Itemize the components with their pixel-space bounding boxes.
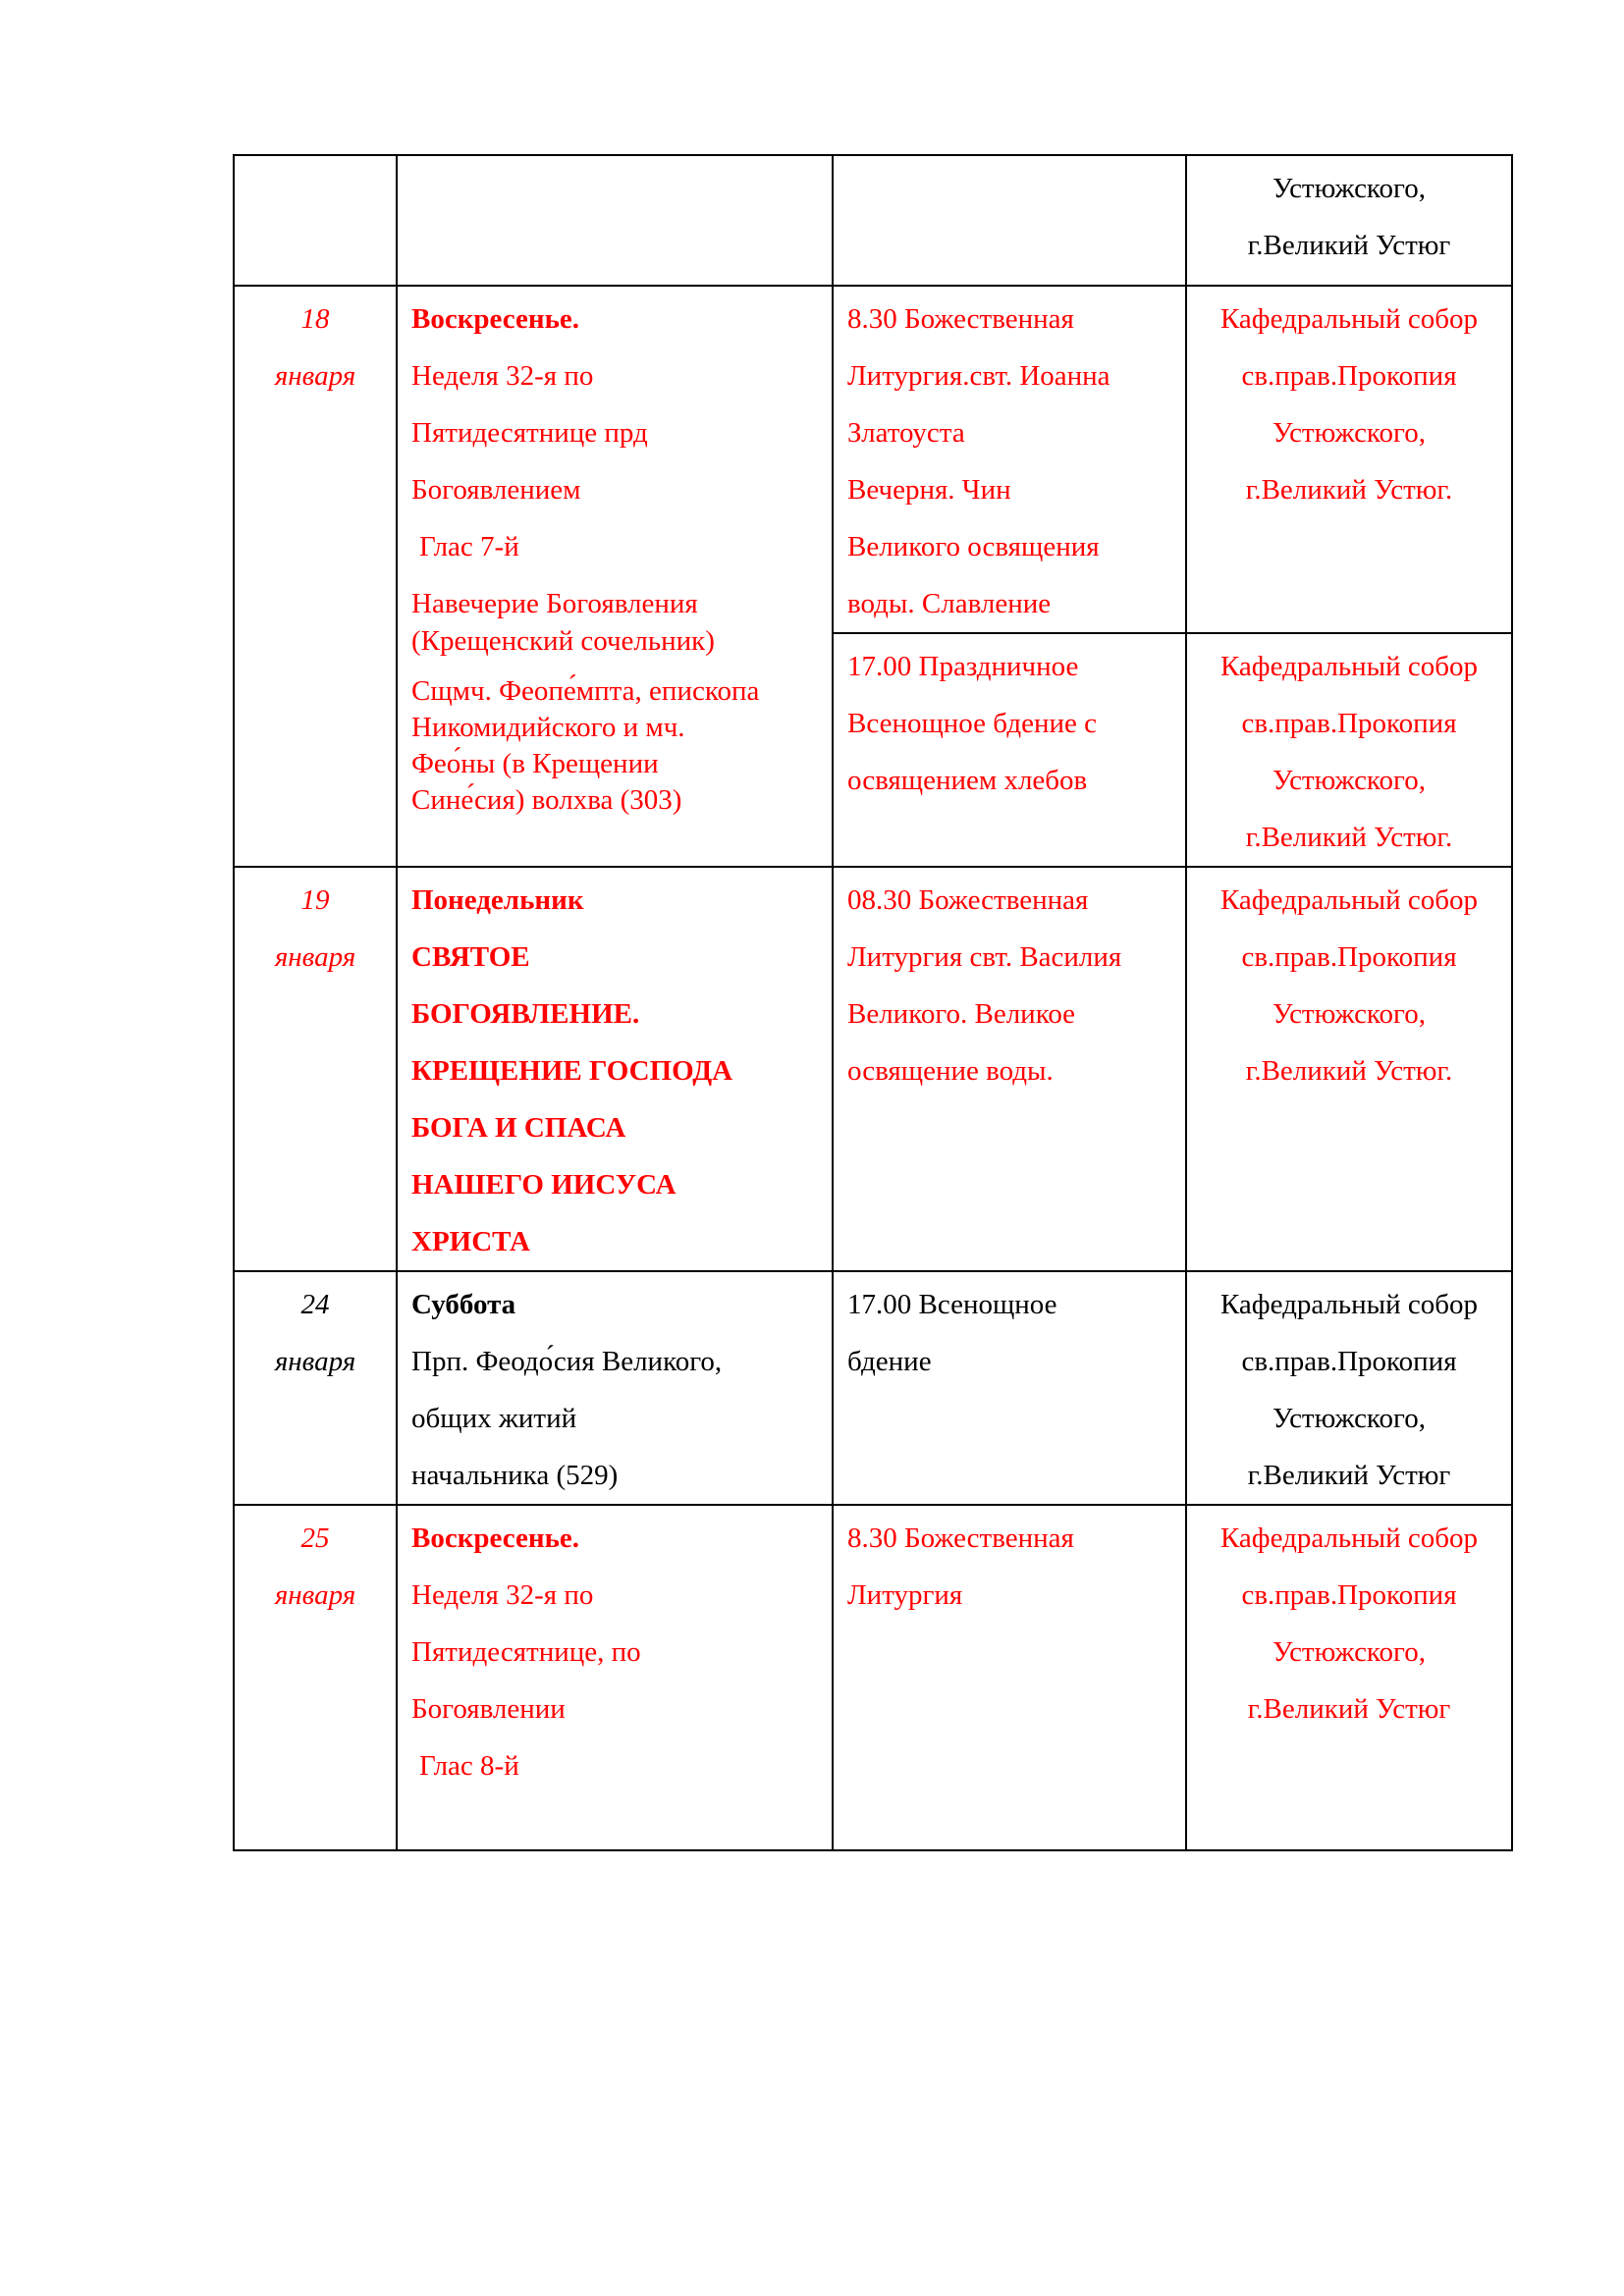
day-title: Воскресенье.	[411, 1522, 580, 1554]
service-line: бдение	[847, 1346, 932, 1377]
note-line: Фео́ны (в Крещении	[411, 748, 659, 779]
place-line: св.прав.Прокопия	[1241, 941, 1457, 973]
place-line: св.прав.Прокопия	[1241, 1346, 1457, 1377]
schedule-table	[233, 154, 1513, 1851]
service-line: Вечерня. Чин	[847, 474, 1011, 506]
place-cell	[1186, 286, 1512, 633]
place-line: св.прав.Прокопия	[1241, 1579, 1457, 1611]
date-day: 19	[300, 884, 330, 916]
day-title: Понедельник	[411, 884, 584, 916]
day-line: НАШЕГО ИИСУСА	[411, 1169, 677, 1201]
day-cell	[397, 1505, 833, 1850]
place-cell	[1186, 1505, 1512, 1850]
day-cell	[397, 867, 833, 1271]
saint-note	[398, 660, 832, 819]
service-line: Литургия	[847, 1579, 963, 1611]
day-line: Прп. Феодо́сия Великого,	[411, 1346, 723, 1377]
service-cell	[833, 1271, 1186, 1505]
place-line: Кафедральный собор	[1219, 651, 1479, 682]
service-line: Златоуста	[847, 417, 965, 449]
day-line: Богоявлением	[411, 474, 581, 506]
service-line: Всенощное бдение с	[847, 708, 1097, 739]
day-line: БОГА И СПАСА	[411, 1112, 626, 1144]
service-line: 17.00 Всенощное	[847, 1289, 1057, 1320]
service-line: освящением хлебов	[847, 765, 1088, 796]
service-cell	[833, 867, 1186, 1271]
service-line: Литургия.свт. Иоанна	[847, 360, 1110, 392]
date-cell	[234, 286, 397, 867]
day-cell	[397, 286, 833, 867]
tone-line: Глас 8-й	[419, 1750, 519, 1782]
table-row-jan18	[234, 286, 1512, 633]
note-line: Навечерие Богоявления	[411, 588, 698, 619]
service-cell	[833, 633, 1186, 867]
note-line: Никомидийского и мч.	[411, 712, 685, 743]
day-line: СВЯТОЕ	[411, 941, 530, 973]
service-line: 8.30 Божественная	[847, 303, 1074, 335]
note-line: Сине́сия) волхва (303)	[411, 784, 682, 816]
place-line: Устюжского,	[1272, 173, 1426, 204]
place-line: г.Великий Устюг.	[1245, 822, 1453, 853]
place-cell	[1186, 867, 1512, 1271]
place-line: Кафедральный собор	[1219, 884, 1479, 916]
date-month: января	[274, 941, 356, 973]
note-line: Сщмч. Феопе́мпта, епископа	[411, 675, 760, 707]
date-cell	[234, 1505, 397, 1850]
tone-line: Глас 7-й	[419, 531, 519, 562]
place-line: Кафедральный собор	[1219, 303, 1479, 335]
date-month: января	[274, 1346, 356, 1377]
day-line: БОГОЯВЛЕНИЕ.	[411, 998, 640, 1030]
place-line: г.Великий Устюг	[1247, 1460, 1451, 1491]
day-cell	[397, 155, 833, 286]
place-line: св.прав.Прокопия	[1241, 708, 1457, 739]
service-line: 17.00 Праздничное	[847, 651, 1079, 682]
place-cell	[1186, 155, 1512, 286]
date-day: 18	[300, 303, 330, 335]
day-line: начальника (529)	[411, 1460, 619, 1491]
table-row-jan24	[234, 1271, 1512, 1505]
day-title: Воскресенье.	[411, 303, 580, 335]
service-cell	[833, 155, 1186, 286]
day-line: Пятидесятнице прд	[411, 417, 648, 449]
date-month: января	[274, 360, 356, 392]
day-line: Богоявлении	[411, 1693, 566, 1725]
service-line: Великого. Великое	[847, 998, 1076, 1030]
service-line: воды. Славление	[847, 588, 1052, 619]
service-line: освящение воды.	[847, 1055, 1054, 1087]
date-day: 24	[300, 1289, 330, 1320]
place-cell	[1186, 633, 1512, 867]
place-line: св.прав.Прокопия	[1241, 360, 1457, 392]
day-title: Суббота	[411, 1289, 516, 1320]
date-cell	[234, 867, 397, 1271]
place-line: г.Великий Устюг	[1247, 230, 1451, 261]
day-line: общих житий	[411, 1403, 577, 1434]
place-line: Устюжского,	[1272, 765, 1426, 796]
place-line: Устюжского,	[1272, 998, 1426, 1030]
place-line: Устюжского,	[1272, 1636, 1426, 1668]
service-line: Великого освящения	[847, 531, 1100, 562]
place-line: Кафедральный собор	[1219, 1289, 1479, 1320]
feast-note	[398, 575, 832, 660]
date-day: 25	[300, 1522, 330, 1554]
place-cell	[1186, 1271, 1512, 1505]
service-line: Литургия свт. Василия	[847, 941, 1122, 973]
place-line: Кафедральный собор	[1219, 1522, 1479, 1554]
day-line: ХРИСТА	[411, 1226, 530, 1257]
table-row-continued	[234, 155, 1512, 286]
place-line: г.Великий Устюг.	[1245, 474, 1453, 506]
date-cell	[234, 1271, 397, 1505]
service-cell	[833, 286, 1186, 633]
day-line: КРЕЩЕНИЕ ГОСПОДА	[411, 1055, 733, 1087]
place-line: г.Великий Устюг.	[1245, 1055, 1453, 1087]
service-cell	[833, 1505, 1186, 1850]
place-line: Устюжского,	[1272, 1403, 1426, 1434]
service-line: 08.30 Божественная	[847, 884, 1089, 916]
service-line: 8.30 Божественная	[847, 1522, 1074, 1554]
place-line: Устюжского,	[1272, 417, 1426, 449]
day-line: Неделя 32-я по	[411, 360, 594, 392]
table-row-jan25	[234, 1505, 1512, 1850]
date-cell	[234, 155, 397, 286]
note-line: (Крещенский сочельник)	[411, 625, 715, 657]
date-month: января	[274, 1579, 356, 1611]
place-line: г.Великий Устюг	[1247, 1693, 1451, 1725]
day-cell	[397, 1271, 833, 1505]
day-line: Пятидесятнице, по	[411, 1636, 641, 1668]
day-line: Неделя 32-я по	[411, 1579, 594, 1611]
table-row-jan19	[234, 867, 1512, 1271]
